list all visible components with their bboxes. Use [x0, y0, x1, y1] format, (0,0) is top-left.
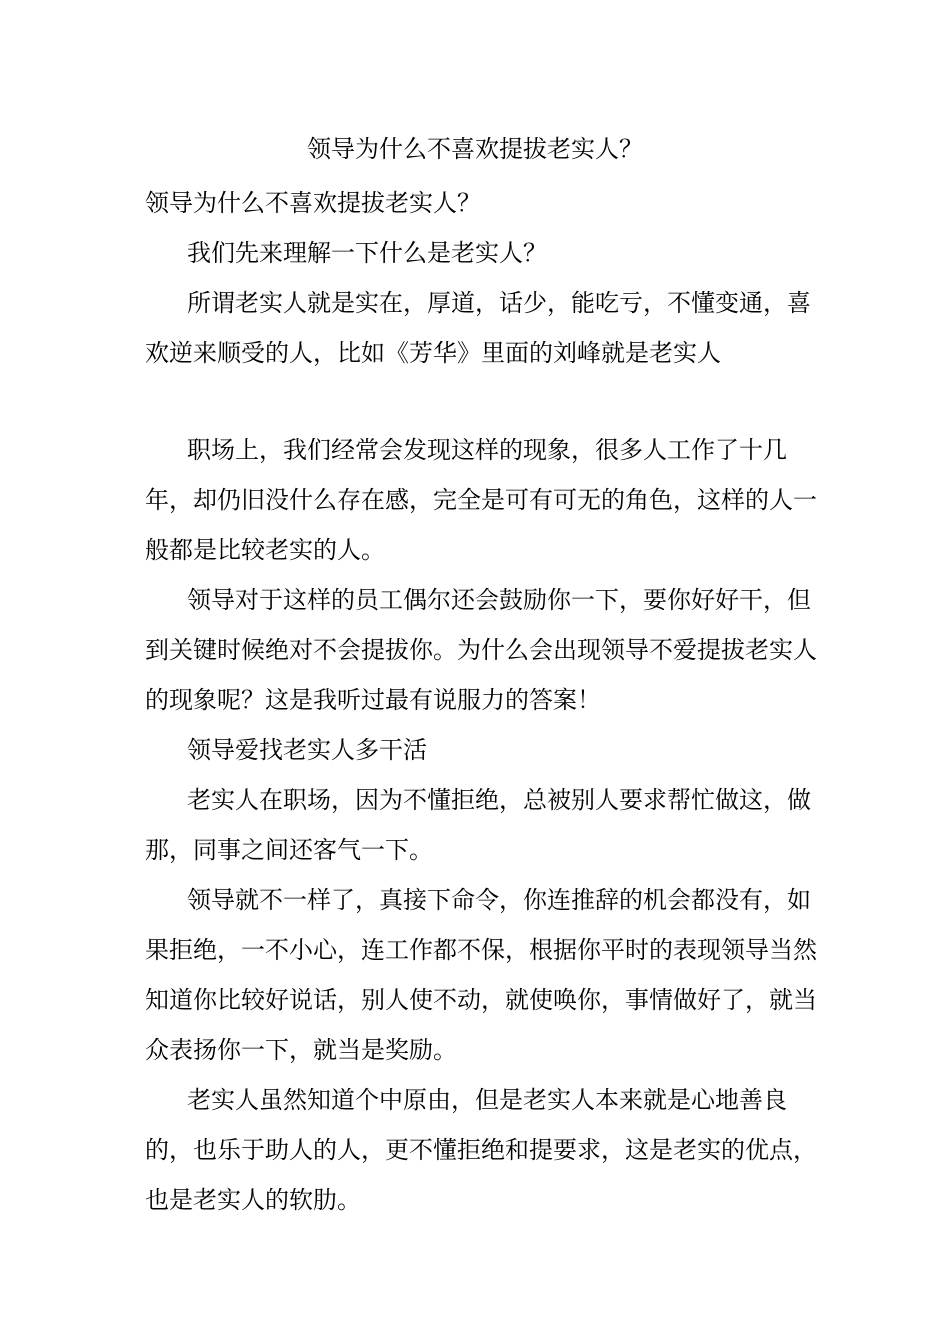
paragraph: 所谓老实人就是实在，厚道，话少，能吃亏，不懂变通，喜欢逆来顺受的人，比如《芳华》里面的刘峰就是老实人	[145, 289, 811, 367]
document-title: 领导为什么不喜欢提拔老实人？	[307, 135, 643, 163]
document-body	[145, 178, 825, 1225]
paragraph: 老实人在职场，因为不懂拒绝，总被别人要求帮忙做这，做那，同事之间还客气一下。	[145, 786, 811, 864]
subtitle-paragraph: 领导为什么不喜欢提拔老实人？	[145, 189, 481, 217]
paragraph: 领导就不一样了，真接下命令，你连推辞的机会都没有，如果拒绝，一不小心，连工作都不保，根据你平时的表现领导当然知道你比较好说话，别人使不动，就使唤你，事情做好了，就当众表扬你一下，就当是奖励。	[145, 886, 817, 1064]
paragraph: 职场上，我们经常会发现这样的现象，很多人工作了十几年，却仍旧没什么存在感，完全是可有可无的角色，这样的人一般都是比较老实的人。	[145, 436, 817, 564]
section-heading: 领导爱找老实人多干活	[187, 736, 427, 764]
paragraph-gap	[145, 378, 825, 425]
paragraph: 领导对于这样的员工偶尔还会鼓励你一下，要你好好干，但到关键时候绝对不会提拔你。为什么会出现领导不爱提拔老实人的现象呢？这是我听过最有说服力的答案！	[145, 586, 817, 714]
paragraph: 老实人虽然知道个中原由，但是老实人本来就是心地善良的，也乐于助人的人，更不懂拒绝和提要求，这是老实的优点，也是老实人的软肋。	[145, 1086, 817, 1214]
paragraph: 我们先来理解一下什么是老实人？	[187, 239, 547, 267]
